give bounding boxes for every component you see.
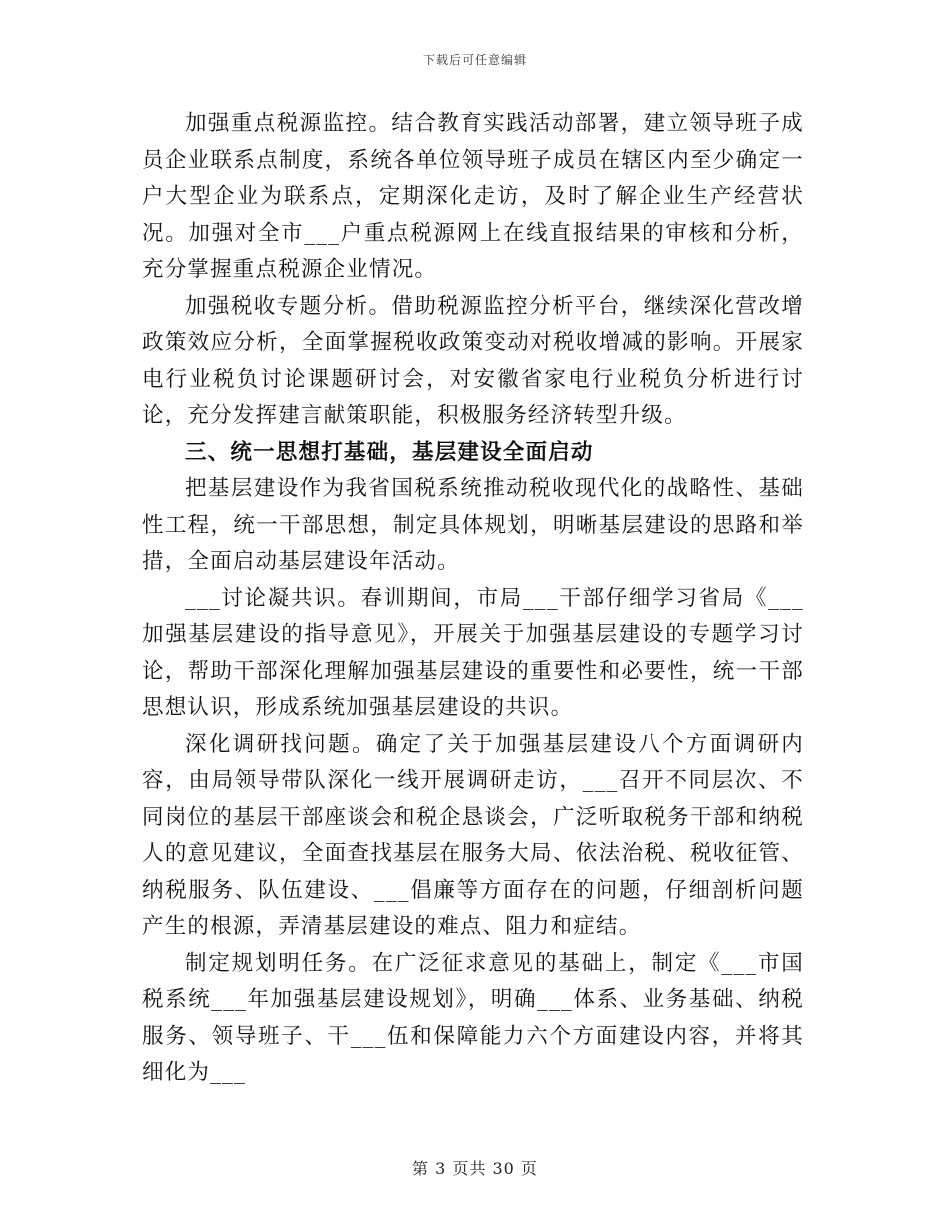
page-header-note: 下载后可任意编辑 <box>422 53 527 67</box>
paragraph-discussion-consensus: ___讨论凝共识。春训期间，市局___干部仔细学习省局《___加强基层建设的指导意见》，开展关于加强基层建设的专题学习讨论，帮助干部深化理解加强基层建设的重要性和必要性，统一干部思想认识，形成系统加强基层建设的共识。 <box>142 585 804 720</box>
paragraph-research-problems: 深化调研找问题。确定了关于加强基层建设八个方面调研内容，由局领导带队深化一线开展调研走访，___召开不同层次、不同岗位的基层干部座谈会和税企恳谈会，广泛听取税务干部和纳税人的意见建议，全面查找基层在服务大局、依法治税、税收征管、纳税服务、队伍建设、___倡廉等方面存在的问题，仔细剖析问题产生的根源，弄清基层建设的难点、阻力和症结。 <box>142 731 804 939</box>
section-heading-3: 三、统一思想打基础，基层建设全面启动 <box>185 439 594 465</box>
page-number: 第 3 页共 30 页 <box>412 1159 538 1178</box>
paragraph-grassroots-intro: 把基层建设作为我省国税系统推动税收现代化的战略性、基础性工程，统一干部思想，制定具体规划，明晰基层建设的思路和举措，全面启动基层建设年活动。 <box>142 476 804 574</box>
paragraph-tax-source-monitoring: 加强重点税源监控。结合教育实践活动部署，建立领导班子成员企业联系点制度，系统各单位领导班子成员在辖区内至少确定一户大型企业为联系点，定期深化走访，及时了解企业生产经营状况。加强对全市___户重点税源网上在线直报结果的审核和分析，充分掌握重点税源企业情况。 <box>142 111 804 282</box>
document-body <box>142 106 804 1092</box>
paragraph-tax-special-analysis: 加强税收专题分析。借助税源监控分析平台，继续深化营改增政策效应分析，全面掌握税收政策变动对税收增减的影响。开展家电行业税负讨论课题研讨会，对安徽省家电行业税负分析进行讨论，充分发挥建言献策职能，积极服务经济转型升级。 <box>142 293 804 428</box>
paragraph-planning-tasks: 制定规划明任务。在广泛征求意见的基础上，制定《___市国税系统___年加强基层建设规划》，明确___体系、业务基础、纳税服务、领导班子、干___伍和保障能力六个方面建设内容，并将其细化为___ <box>142 950 804 1085</box>
